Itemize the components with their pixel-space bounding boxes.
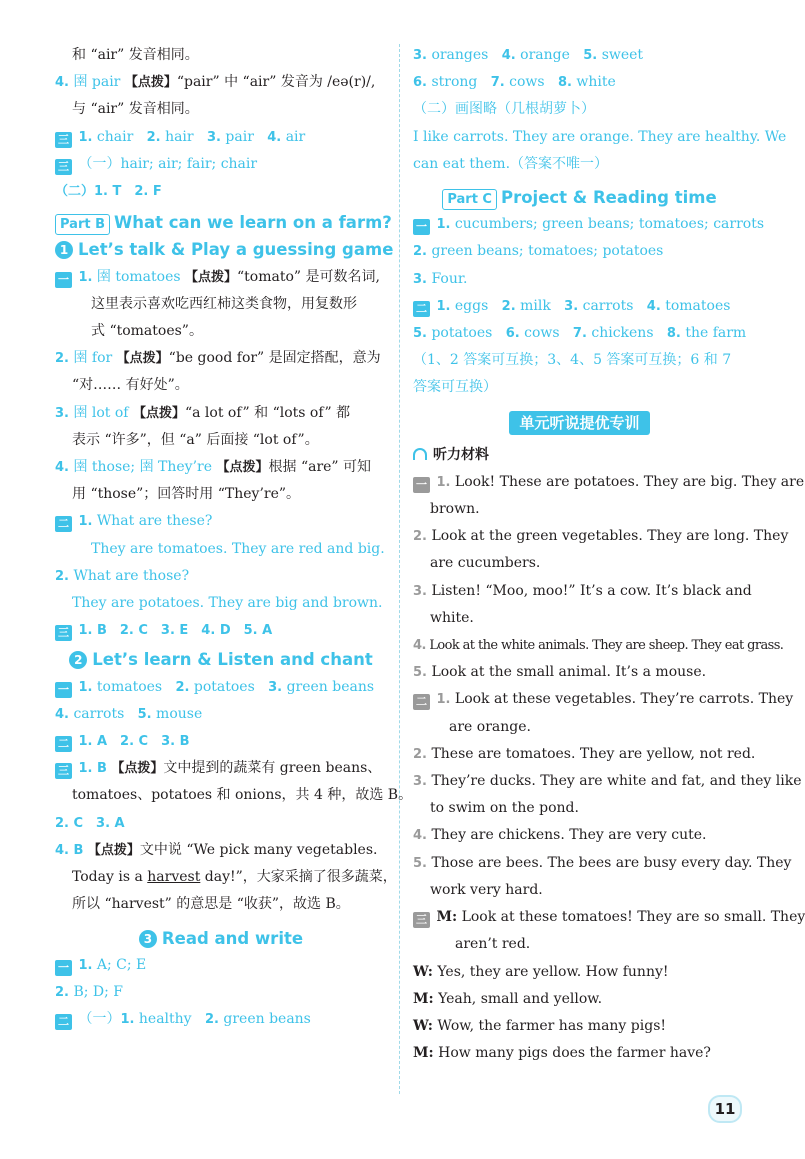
script-line <box>413 523 789 550</box>
answer-line <box>55 400 387 427</box>
answer-line <box>55 674 387 701</box>
item-number: 5. <box>413 326 427 342</box>
text-line: 式 “tomatoes”。 <box>91 323 203 340</box>
answer-line <box>413 320 746 347</box>
answer: orange <box>520 47 570 63</box>
item-number: 1. <box>78 957 93 973</box>
answer: chair <box>96 128 134 145</box>
speaker-label: W: <box>413 1017 433 1034</box>
answer: What are these? <box>96 513 213 530</box>
answer: tomatoes <box>665 297 731 314</box>
answer-line <box>413 238 746 265</box>
part-label: Part C <box>442 189 497 210</box>
item-number: 7. <box>572 326 587 342</box>
item-number: 3. <box>413 583 427 599</box>
answer: pair <box>225 128 254 145</box>
answer: air <box>285 128 306 145</box>
section-box-icon: 二 <box>55 1014 72 1030</box>
answer: oranges <box>431 47 489 63</box>
answer: green beans <box>223 1011 311 1028</box>
script-text: These are tomatoes. They are yellow, not red. <box>431 745 756 762</box>
answer: potatoes <box>431 325 493 342</box>
answer-line <box>55 728 387 755</box>
answer: （一） <box>78 1011 121 1028</box>
item-number: 2. <box>413 746 427 762</box>
answer-line <box>55 151 387 178</box>
answer: cucumbers; green beans; tomatoes; carrots <box>454 216 765 233</box>
tip-label: 【点拨】 <box>116 351 169 367</box>
section-box-icon: 三 <box>55 132 72 148</box>
answer: sweet <box>601 47 644 63</box>
item-number: 3. <box>55 405 69 421</box>
answer: 1. A 2. C 3. B <box>78 734 190 750</box>
tip-text: “tomato” 是可数名词, <box>237 268 380 285</box>
answer: 4. B <box>55 842 84 858</box>
right-column <box>413 42 805 1067</box>
item-number: 2. <box>413 529 427 545</box>
answer-line: They are potatoes. They are big and brown. <box>72 595 383 612</box>
answer: 圉 tomatoes <box>96 268 181 285</box>
script-text: Look at these vegetables. They’re carrots. They <box>454 691 794 708</box>
left-column <box>55 42 413 1033</box>
lesson-number-icon: 1 <box>55 241 73 259</box>
answer-line: （1、2 答案可互换；3、4、5 答案可互换；6 和 7 <box>413 352 732 369</box>
answer: 圉 lot of <box>73 404 129 421</box>
speaker-label: W: <box>413 963 433 980</box>
script-line: to swim on the pond. <box>430 800 579 817</box>
answer: （一）hair; air; fair; chair <box>78 155 258 172</box>
item-number: 2. <box>204 1012 219 1028</box>
item-number: 5. <box>413 665 427 681</box>
text-line: 所以 “harvest” 的意思是 “收获”，故选 B。 <box>72 896 350 913</box>
tip-label: 【点拨】 <box>124 75 177 91</box>
answer-line: I like carrots. They are orange. They are healthy. We <box>413 128 787 145</box>
item-number: 5. <box>413 855 427 871</box>
answer-line <box>55 69 387 96</box>
dialogue-line <box>413 1013 746 1040</box>
answer: milk <box>520 297 551 314</box>
text-line: 表示 “许多”，但 “a” 后面接 “lot of”。 <box>72 431 319 448</box>
script-line <box>413 850 792 877</box>
dialogue-line <box>413 959 746 986</box>
answer: tomatoes <box>96 678 163 695</box>
script-line: white. <box>430 609 474 626</box>
script-text: Look at the green vegetables. They are long. They <box>431 528 789 545</box>
unit-banner-title: 单元听说提优专训 <box>509 411 649 435</box>
answer-line <box>55 124 387 151</box>
answer: healthy <box>138 1011 192 1028</box>
dialogue-line <box>413 986 746 1013</box>
answer-line: （二）画图略（几根胡萝卜） <box>413 101 595 118</box>
answer: the farm <box>685 325 747 342</box>
section-box-icon: 一 <box>413 477 430 493</box>
answer: cows <box>509 74 545 91</box>
script-line <box>413 578 752 605</box>
answer: green beans <box>286 678 375 695</box>
answer-line <box>413 293 746 320</box>
answer: A; C; E <box>96 956 147 973</box>
column-divider <box>399 44 400 1094</box>
item-number: 3. <box>413 48 427 63</box>
item-number: 2. <box>55 984 69 1000</box>
item-number: 4. <box>413 828 427 844</box>
tip-text: “be good for” 是固定搭配，意为 <box>168 350 381 367</box>
tip-label: 【点拨】 <box>132 405 185 421</box>
item-number: 5. <box>137 706 152 722</box>
text-line: 这里表示喜欢吃西红柿这类食物，用复数形 <box>91 295 357 312</box>
item-number: 4. <box>501 48 516 63</box>
answer: What are those? <box>73 567 190 584</box>
section-box-icon: 一 <box>55 960 72 976</box>
headphone-icon <box>413 448 427 460</box>
lesson-title: Read and write <box>161 928 304 948</box>
answer-line <box>55 508 387 535</box>
item-number: 7. <box>490 75 505 91</box>
section-box-icon: 三 <box>413 912 430 928</box>
script-text: Look at the white animals. They are sheep. They eat grass. <box>429 638 784 654</box>
lesson-heading <box>55 236 394 263</box>
item-number: 4. <box>55 75 69 91</box>
item-number: 3. <box>206 129 221 145</box>
answer-line <box>413 42 746 69</box>
script-line <box>413 768 802 795</box>
script-text: Look at the small animal. It’s a mouse. <box>431 664 707 681</box>
lesson-heading <box>55 925 387 952</box>
item-number: 5. <box>583 48 598 63</box>
speaker-label: M: <box>436 909 458 926</box>
page-number: 11 <box>708 1095 742 1123</box>
answer: white <box>576 74 616 91</box>
answer: eggs <box>454 297 489 314</box>
dialogue-line: aren’t red. <box>455 936 531 953</box>
item-number: 1. <box>78 514 93 530</box>
script-line: are orange. <box>449 718 531 735</box>
item-number: 1. <box>436 692 451 708</box>
answer-line <box>55 810 387 837</box>
answer-line <box>413 266 746 293</box>
script-text: They’re ducks. They are white and fat, and they like <box>431 773 802 790</box>
section-box-icon: 二 <box>413 694 430 710</box>
answer-line <box>55 837 387 864</box>
answer-line <box>55 563 387 590</box>
item-number: 1. <box>436 474 451 490</box>
script-line <box>413 822 746 849</box>
answer: 圉 those; 圉 They’re <box>73 459 213 476</box>
answer: green beans; tomatoes; potatoes <box>431 243 664 260</box>
answer-line: 答案可互换） <box>413 379 497 396</box>
text-line <box>55 864 397 891</box>
tip-label: 【点拨】 <box>87 842 140 858</box>
item-number: 2. <box>175 679 190 695</box>
script-text: Those are bees. The bees are busy every day. They <box>431 854 792 871</box>
answer: 圉 pair <box>73 74 121 91</box>
answer-line <box>55 617 387 644</box>
script-text: Look! These are potatoes. They are big. They are <box>454 473 805 490</box>
item-number: 3. <box>413 774 427 790</box>
answer: mouse <box>156 705 203 722</box>
text-line: 和 “air” 发音相同。 <box>72 47 199 63</box>
answer: potatoes <box>193 678 255 695</box>
tip-label: 【点拨】 <box>185 269 238 285</box>
section-box-icon: 一 <box>55 682 72 698</box>
item-number: 2. <box>55 351 69 367</box>
answer-line <box>413 69 746 96</box>
script-line <box>413 686 794 713</box>
answer: 1. B <box>78 761 107 777</box>
script-line: work very hard. <box>430 881 543 898</box>
part-title: What can we learn on a farm? <box>114 213 392 233</box>
answer: carrots <box>582 297 634 314</box>
script-line <box>413 632 784 659</box>
listening-title: 听力材料 <box>433 446 489 463</box>
item-number: 3. <box>564 298 579 314</box>
tip-text: “pair” 中 “air” 发音为 /eə(r)/, <box>176 74 376 91</box>
item-number: 1. <box>436 298 451 314</box>
answer: 1. B 2. C 3. E 4. D 5. A <box>78 623 273 639</box>
underlined-word: harvest <box>147 869 201 886</box>
item-number: 2. <box>413 244 427 260</box>
tip-text: 根据 “are” 可知 <box>268 459 372 476</box>
text-line: tomatoes、potatoes 和 onions，共 4 种，故选 B。 <box>72 787 413 804</box>
lesson-heading <box>55 646 387 673</box>
section-box-icon: 一 <box>413 219 430 235</box>
lesson-title: Let’s learn & Listen and chant <box>92 650 373 670</box>
dialogue-text: Look at these tomatoes! They are so small. They <box>461 909 805 926</box>
answer-line <box>55 345 387 372</box>
answer: 2. C 3. A <box>55 815 125 831</box>
answer: chickens <box>591 325 654 342</box>
dialogue-text: Wow, the farmer has many pigs! <box>437 1017 667 1034</box>
item-number: 4. <box>646 298 661 314</box>
tip-label: 【点拨】 <box>216 460 269 476</box>
dialogue-text: Yeah, small and yellow. <box>438 990 603 1007</box>
answer: strong <box>431 74 478 91</box>
answer-line <box>55 755 387 782</box>
item-number: 2. <box>501 298 516 314</box>
answer-line <box>55 454 387 481</box>
unit-banner <box>413 408 746 438</box>
speaker-label: M: <box>413 1045 434 1062</box>
part-title: Project & Reading time <box>500 188 717 208</box>
answer-line: can eat them.（答案不唯一） <box>413 155 609 172</box>
lesson-number-icon: 2 <box>69 651 87 669</box>
part-c-heading <box>413 184 746 211</box>
script-line <box>413 741 756 768</box>
tip-text: “a lot of” 和 “lots of” 都 <box>184 404 351 421</box>
tip-label: 【点拨】 <box>111 761 164 777</box>
answer-line <box>413 211 765 238</box>
script-line: brown. <box>430 501 480 518</box>
answer: carrots <box>73 705 125 722</box>
section-box-icon: 三 <box>55 763 72 779</box>
item-number: 4. <box>413 638 426 654</box>
answer: （二）1. T 2. F <box>55 184 162 200</box>
section-box-icon: 三 <box>55 159 72 175</box>
answer: Four. <box>431 270 468 287</box>
answer-line <box>55 178 387 205</box>
item-number: 3. <box>268 679 283 695</box>
item-number: 6. <box>505 326 520 342</box>
text-line: 用 “those”；回答时用 “They’re”。 <box>72 486 301 503</box>
answer: 圉 for <box>73 350 113 367</box>
item-number: 2. <box>55 568 69 584</box>
answer: hair <box>165 128 194 145</box>
answer-line <box>55 1006 387 1033</box>
text-line: 与 “air” 发音相同。 <box>72 101 199 118</box>
item-number: 1. <box>78 679 93 695</box>
dialogue-text: Yes, they are yellow. How funny! <box>437 963 669 980</box>
section-box-icon: 二 <box>55 736 72 752</box>
text-span: day!”，大家采摘了很多蔬菜， <box>200 869 397 886</box>
dialogue-line <box>413 904 805 931</box>
text-line: “对…… 有好处”。 <box>72 377 189 394</box>
answer-line <box>55 264 387 291</box>
answer-line <box>55 979 387 1006</box>
speaker-label: M: <box>413 990 434 1007</box>
item-number: 3. <box>413 271 427 287</box>
item-number: 4. <box>55 706 69 722</box>
item-number: 1. <box>436 217 451 233</box>
tip-text: 文中提到的蔬菜有 green beans、 <box>163 760 382 777</box>
part-label: Part B <box>55 214 110 235</box>
lesson-number-icon: 3 <box>139 930 157 948</box>
section-box-icon: 二 <box>413 301 430 317</box>
answer-line: They are tomatoes. They are red and big. <box>91 540 385 557</box>
script-text: They are chickens. They are very cute. <box>431 827 707 844</box>
dialogue-line <box>413 1040 746 1067</box>
item-number: 4. <box>55 460 69 476</box>
answer-line <box>55 701 387 728</box>
answer: B; D; F <box>73 983 123 1000</box>
script-line <box>413 469 805 496</box>
answer-line <box>55 952 387 979</box>
answer: cows <box>524 325 560 342</box>
item-number: 6. <box>413 75 427 91</box>
section-box-icon: 二 <box>55 516 72 532</box>
item-number: 1. <box>78 269 93 285</box>
item-number: 2. <box>146 129 161 145</box>
item-number: 1. <box>78 129 93 145</box>
part-b-heading <box>55 209 392 236</box>
listening-heading <box>413 442 746 469</box>
script-text: Listen! “Moo, moo!” It’s a cow. It’s black and <box>431 582 752 599</box>
section-box-icon: 一 <box>55 272 72 288</box>
text-span: Today is a <box>72 869 148 886</box>
dialogue-text: How many pigs does the farmer have? <box>438 1045 711 1062</box>
item-number: 1. <box>120 1012 135 1028</box>
script-line: are cucumbers. <box>430 555 541 572</box>
tip-text: 文中说 “We pick many vegetables. <box>139 841 378 858</box>
lesson-title: Let’s talk & Play a guessing game <box>78 240 394 260</box>
section-box-icon: 三 <box>55 625 72 641</box>
item-number: 8. <box>666 326 681 342</box>
script-line <box>413 659 746 686</box>
item-number: 8. <box>557 75 572 91</box>
item-number: 4. <box>267 129 282 145</box>
